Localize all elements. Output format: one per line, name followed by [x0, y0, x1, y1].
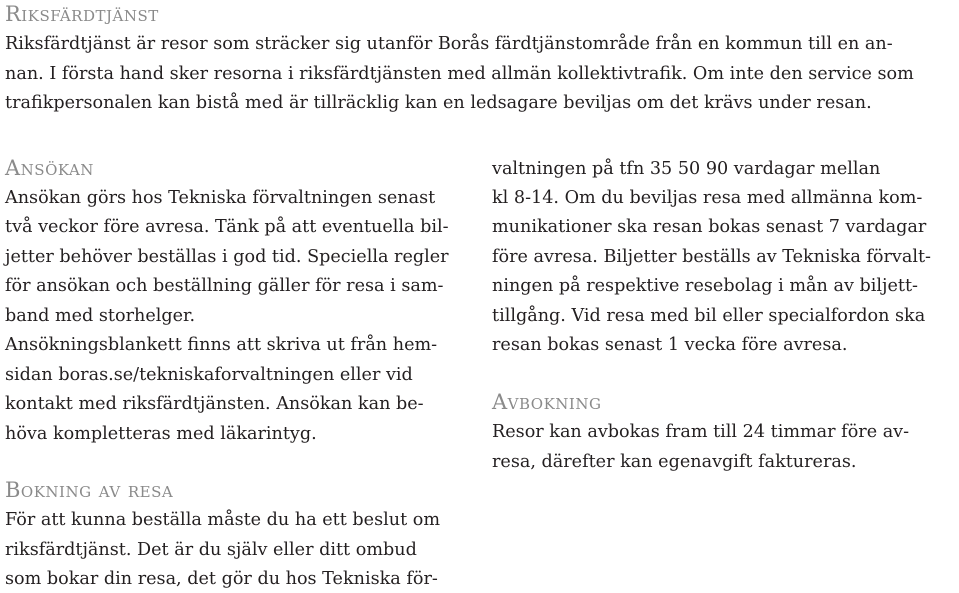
bokning-cont-line-6: tillgång. Vid resa med bil eller specialfordon ska — [492, 306, 926, 326]
ansokan-line-1: Ansökan görs hos Tekniska förvaltningen senast — [5, 188, 436, 208]
avbokning-line-2: resa, därefter kan egenavgift faktureras. — [492, 452, 857, 472]
avbokning-line-1: Resor kan avbokas fram till 24 timmar före av- — [492, 422, 910, 442]
bokning-line-3: som bokar din resa, det gör du hos Tekniska för- — [5, 569, 438, 589]
section-heading-avbokning: Avbokning — [492, 390, 602, 414]
bokning-cont-line-1: valtningen på tfn 35 50 90 vardagar mellan — [492, 159, 881, 179]
intro-line-3: trafikpersonalen kan bistå med är tillräcklig kan en ledsagare beviljas om det krävs under resan. — [5, 93, 872, 113]
ansokan-line-5: band med storhelger. — [5, 306, 196, 326]
ansokan-line-3: jetter behöver beställas i god tid. Speciella regler — [5, 247, 449, 267]
bokning-cont-line-3: munikationer ska resan bokas senast 7 vardagar — [492, 217, 927, 237]
ansokan-line-4: för ansökan och beställning gäller för resa i sam- — [5, 276, 444, 296]
bokning-line-2: riksfärdtjänst. Det är du själv eller ditt ombud — [5, 540, 417, 560]
ansokan-line-6: Ansökningsblankett finns att skriva ut från hem- — [5, 335, 438, 355]
ansokan-line-9: höva kompletteras med läkarintyg. — [5, 424, 317, 444]
ansokan-line-2: två veckor före avresa. Tänk på att eventuella bil- — [5, 217, 449, 237]
section-heading-riksfardtjanst: Riksfärdtjänst — [5, 2, 159, 26]
section-heading-ansokan: Ansökan — [5, 156, 94, 180]
bokning-line-1: För att kunna beställa måste du ha ett beslut om — [5, 510, 441, 530]
bokning-cont-line-2: kl 8-14. Om du beviljas resa med allmänna kom- — [492, 188, 923, 208]
intro-line-1: Riksfärdtjänst är resor som sträcker sig utanför Borås färdtjänstområde från en kommun till en an- — [5, 34, 893, 54]
bokning-cont-line-4: före avresa. Biljetter beställs av Tekniska förvalt- — [492, 247, 931, 267]
section-heading-bokning: Bokning av resa — [5, 478, 174, 502]
bokning-cont-line-5: ningen på respektive resebolag i mån av biljett- — [492, 276, 918, 296]
ansokan-line-8: kontakt med riksfärdtjänsten. Ansökan kan be- — [5, 394, 424, 414]
ansokan-line-7: sidan boras.se/tekniskaforvaltningen eller vid — [5, 365, 413, 385]
bokning-cont-line-7: resan bokas senast 1 vecka före avresa. — [492, 335, 848, 355]
intro-line-2: nan. I första hand sker resorna i riksfärdtjänsten med allmän kollektivtrafik. Om inte den service som — [5, 64, 914, 84]
